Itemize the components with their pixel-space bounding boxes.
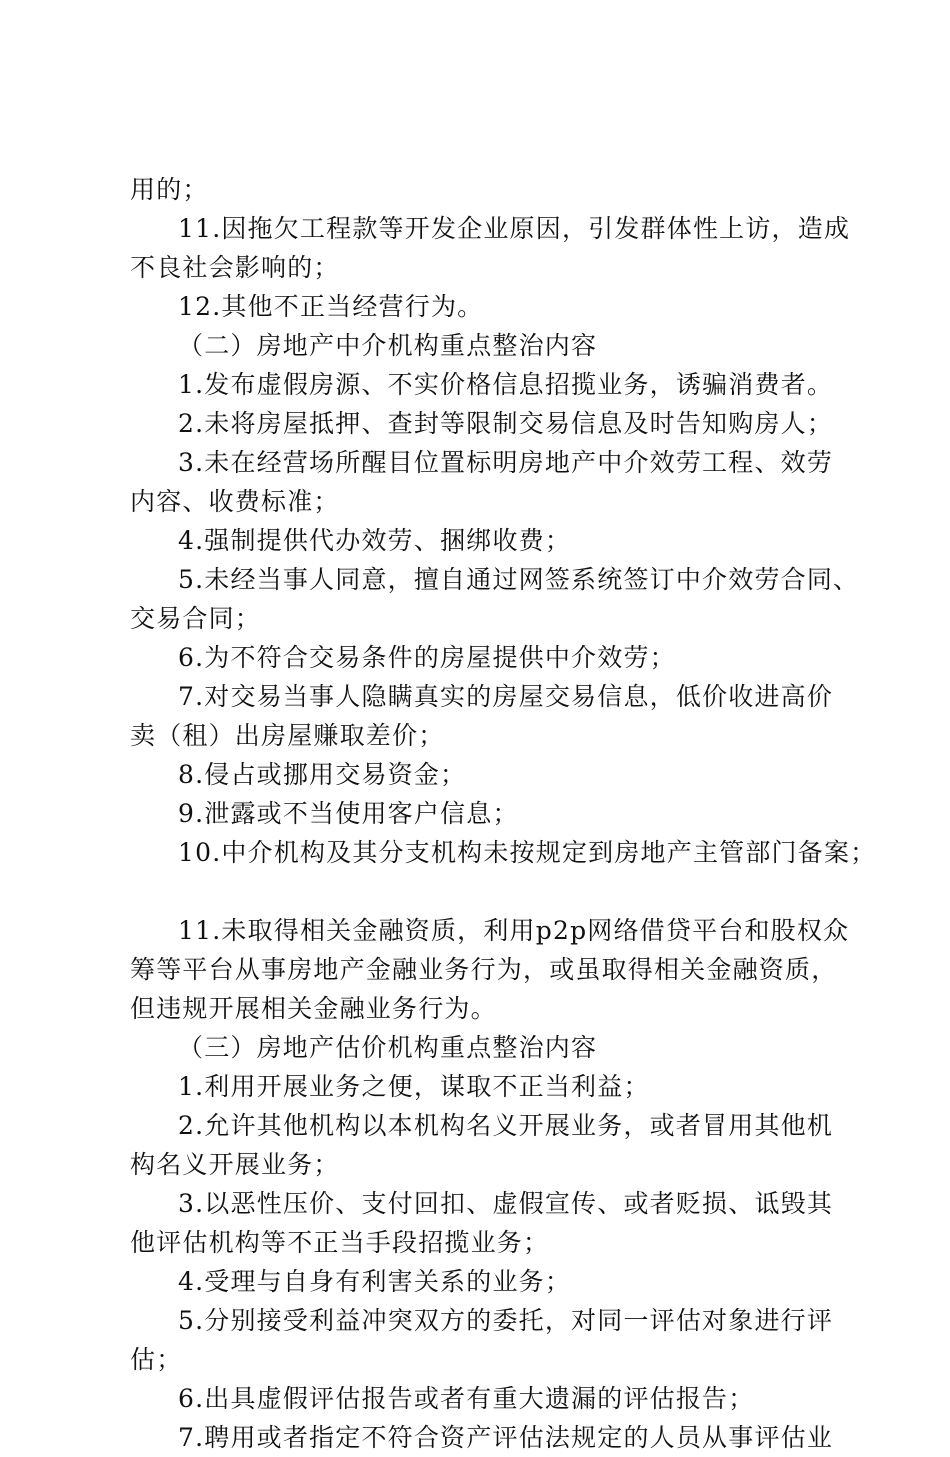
section-heading: （二）房地产中介机构重点整治内容 xyxy=(178,331,598,360)
text-line: 但违规开展相关金融业务行为。 xyxy=(130,994,497,1023)
text-line: 3.未在经营场所醒目位置标明房地产中介效劳工程、效劳 xyxy=(178,448,834,477)
text-line: 他评估机构等不正当手段招揽业务； xyxy=(130,1228,550,1257)
text-line: 7.聘用或者指定不符合资产评估法规定的人员从事评估业 xyxy=(178,1423,834,1452)
text-line: 构名义开展业务； xyxy=(130,1150,340,1179)
text-line: 9.泄露或不当使用客户信息； xyxy=(178,799,519,828)
text-line: 10.中介机构及其分支机构未按规定到房地产主管部门备案； xyxy=(178,838,877,867)
section-heading: （三）房地产估价机构重点整治内容 xyxy=(178,1033,598,1062)
text-line: 5.分别接受利益冲突双方的委托，对同一评估对象进行评 xyxy=(178,1306,834,1335)
text-line: 8.侵占或挪用交易资金； xyxy=(178,760,467,789)
text-line: 用的； xyxy=(130,175,209,204)
text-line: 4.强制提供代办效劳、捆绑收费； xyxy=(178,526,572,555)
text-line: 1.发布虚假房源、不实价格信息招揽业务，诱骗消费者。 xyxy=(178,370,834,399)
text-line: 卖（租）出房屋赚取差价； xyxy=(130,721,445,750)
document-body xyxy=(130,170,877,1457)
text-line: 12.其他不正当经营行为。 xyxy=(178,292,484,321)
text-line: 1.利用开展业务之便，谋取不正当利益； xyxy=(178,1072,650,1101)
text-line: 4.受理与自身有利害关系的业务； xyxy=(178,1267,572,1296)
text-line: 11.因拖欠工程款等开发企业原因，引发群体性上访，造成 xyxy=(178,214,851,243)
text-line: 不良社会影响的； xyxy=(130,253,340,282)
blank-line xyxy=(130,872,850,911)
text-line: 2.允许其他机构以本机构名义开展业务，或者冒用其他机 xyxy=(178,1111,834,1140)
text-line: 2.未将房屋抵押、查封等限制交易信息及时告知购房人； xyxy=(178,409,834,438)
text-line: 内容、收费标准； xyxy=(130,487,340,516)
text-line: 5.未经当事人同意，擅自通过网签系统签订中介效劳合同、 xyxy=(178,565,860,594)
text-line: 筹等平台从事房地产金融业务行为，或虽取得相关金融资质， xyxy=(130,955,838,984)
text-line: 6.出具虚假评估报告或者有重大遗漏的评估报告； xyxy=(178,1384,755,1413)
text-line: 交易合同； xyxy=(130,604,262,633)
text-line: 6.为不符合交易条件的房屋提供中介效劳； xyxy=(178,643,676,672)
text-line: 估； xyxy=(130,1345,183,1374)
text-line: 11.未取得相关金融资质，利用p2p网络借贷平台和股权众 xyxy=(178,916,850,945)
text-line: 3.以恶性压价、支付回扣、虚假宣传、或者贬损、诋毁其 xyxy=(178,1189,834,1218)
text-line: 7.对交易当事人隐瞒真实的房屋交易信息，低价收进高价 xyxy=(178,682,834,711)
